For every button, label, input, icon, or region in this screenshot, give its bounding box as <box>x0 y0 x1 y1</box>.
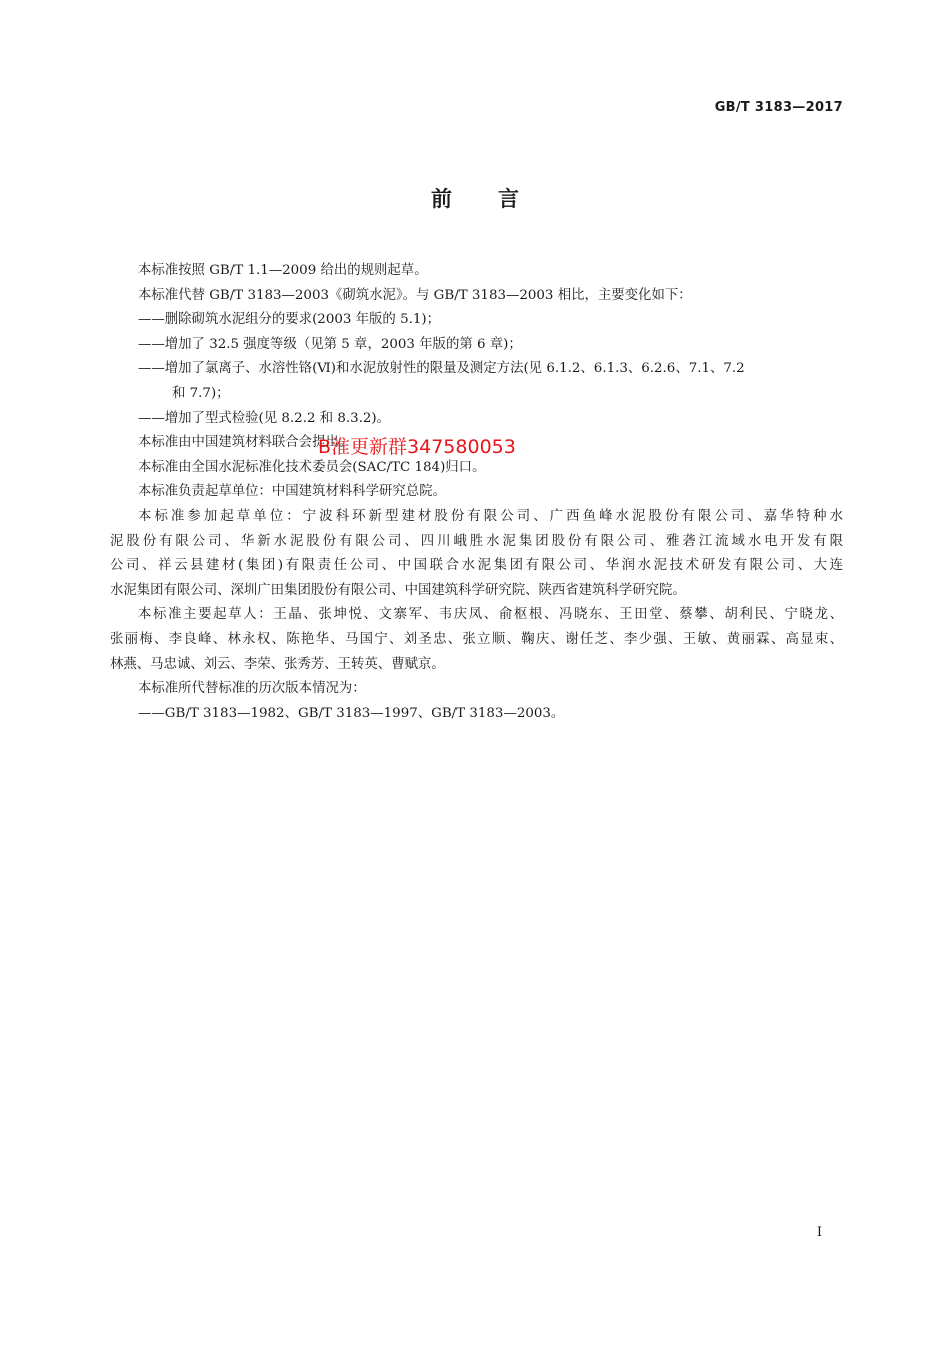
paragraph-continuation: 林燕、马忠诚、刘云、李荣、张秀芳、王转英、曹赋京。 <box>110 656 445 672</box>
title-char-2: 言 <box>498 187 519 211</box>
list-item: ——GB/T 3183—1982、GB/T 3183—1997、GB/T 3183—2003。 <box>138 705 565 721</box>
page-number: I <box>816 1225 822 1240</box>
list-item-continuation: 和 7.7)； <box>172 385 230 401</box>
paragraph-continuation: 公司、祥云县建材(集团)有限责任公司、中国联合水泥集团有限公司、华润水泥技术研发有限公司、大连 <box>110 558 843 574</box>
paragraph: 本标准由中国建筑材料联合会提出。 <box>138 435 353 451</box>
list-item: ——增加了型式检验(见 8.2.2 和 8.3.2)。 <box>138 410 391 426</box>
foreword-body <box>110 259 843 726</box>
paragraph: 本标准由全国水泥标准化技术委员会(SAC/TC 184)归口。 <box>138 459 486 475</box>
page-title <box>0 183 950 213</box>
paragraph-continuation: 张丽梅、李良峰、林永权、陈艳华、马国宁、刘圣忠、张立顺、鞠庆、谢任芝、李少强、王敏、黄丽霖、高显束、 <box>110 631 843 647</box>
paragraph-continuation: 泥股份有限公司、华新水泥股份有限公司、四川峨胜水泥集团股份有限公司、雅砻江流域水电开发有限 <box>110 533 843 549</box>
paragraph: 本标准所代替标准的历次版本情况为： <box>138 681 366 697</box>
standard-code: GB/T 3183—2017 <box>714 100 843 115</box>
paragraph: 本标准按照 GB/T 1.1—2009 给出的规则起草。 <box>138 263 428 278</box>
watermark: B淮更新群347580053 <box>318 436 516 458</box>
list-item: ——删除砌筑水泥组分的要求(2003 年版的 5.1)； <box>138 312 440 328</box>
paragraph: 本标准代替 GB/T 3183—2003《砌筑水泥》。与 GB/T 3183—2003 相比，主要变化如下： <box>138 287 692 303</box>
paragraph: 本标准主要起草人：王晶、张坤悦、文寨军、韦庆凤、俞枢根、冯晓东、王田堂、蔡攀、胡利民、宁晓龙、 <box>138 607 843 623</box>
paragraph-continuation: 水泥集团有限公司、深圳广田集团股份有限公司、中国建筑科学研究院、陕西省建筑科学研究院。 <box>110 582 686 598</box>
list-item: ——增加了 32.5 强度等级（见第 5 章，2003 年版的第 6 章)； <box>138 336 522 352</box>
paragraph: 本标准负责起草单位：中国建筑材料科学研究总院。 <box>138 484 446 500</box>
title-char-1: 前 <box>431 187 452 211</box>
paragraph: 本标准参加起草单位：宁波科环新型建材股份有限公司、广西鱼峰水泥股份有限公司、嘉华特种水 <box>138 508 843 524</box>
list-item: ——增加了氯离子、水溶性铬(Ⅵ)和水泥放射性的限量及测定方法(见 6.1.2、6.1.3、6.2.6、7.1、7.2 <box>138 361 745 377</box>
